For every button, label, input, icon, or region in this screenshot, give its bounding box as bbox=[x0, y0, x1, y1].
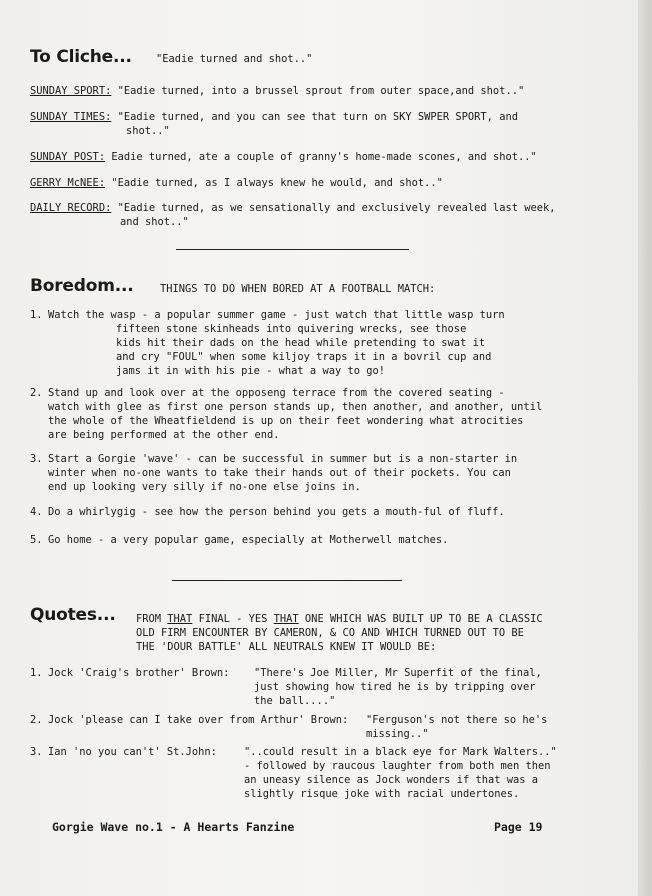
item-number: 3. bbox=[30, 453, 43, 465]
quote-number: 1. bbox=[30, 667, 43, 679]
divider-1 bbox=[176, 249, 409, 250]
quote-line: just showing how tired he is by tripping over bbox=[254, 681, 536, 693]
cliche-text-cont: shot.." bbox=[126, 125, 170, 137]
quote-number: 2. bbox=[30, 714, 43, 726]
item-line: kids hit their dads on the head while pretending to swat it bbox=[116, 337, 486, 349]
item-line: end up looking very silly if no-one else joins in. bbox=[48, 481, 361, 493]
cliche-intro: "Eadie turned and shot.." bbox=[156, 53, 313, 65]
boredom-intro: THINGS TO DO WHEN BORED AT A FOOTBALL MATCH: bbox=[160, 283, 436, 295]
cliche-source: SUNDAY TIMES: bbox=[30, 111, 112, 123]
page-edge bbox=[638, 0, 652, 896]
quote-line: slightly risque joke with racial undertones. bbox=[244, 788, 520, 800]
quote-line: "..could result in a black eye for Mark Walters.." bbox=[244, 746, 557, 758]
quotes-heading: Quotes... bbox=[30, 605, 116, 625]
page-number: Page 19 bbox=[494, 820, 543, 834]
quote-line: the ball...." bbox=[254, 695, 336, 707]
item-line: are being performed at the other end. bbox=[48, 429, 280, 441]
item-number: 1. bbox=[30, 309, 43, 321]
item-line: jams it in with his pie - what a way to go! bbox=[116, 365, 385, 377]
item-line: fifteen stone skinheads into quivering wrecks, see those bbox=[116, 323, 467, 335]
item-number: 5. bbox=[30, 534, 43, 546]
item-line: and cry "FOUL" when some kiljoy traps it in a bovril cup and bbox=[116, 351, 492, 363]
divider-2 bbox=[172, 580, 402, 581]
item-number: 4. bbox=[30, 506, 43, 518]
cliche-entry bbox=[30, 201, 610, 215]
cliche-entry bbox=[30, 84, 610, 98]
boredom-heading: Boredom... bbox=[30, 276, 134, 296]
cliche-text-cont: and shot.." bbox=[120, 216, 189, 228]
cliche-text: "Eadie turned, into a brussel sprout from outer space,and shot.." bbox=[117, 85, 525, 97]
quote-number: 3. bbox=[30, 746, 43, 758]
item-line: Start a Gorgie 'wave' - can be successful in summer but is a non-starter in bbox=[48, 453, 518, 465]
item-line: Do a whirlygig - see how the person behind you gets a mouth-ful of fluff. bbox=[48, 506, 505, 518]
item-line: Watch the wasp - a popular summer game - just watch that little wasp turn bbox=[48, 309, 505, 321]
item-number: 2. bbox=[30, 387, 43, 399]
quote-speaker: Ian 'no you can't' St.John: bbox=[48, 746, 217, 758]
quote-line: an uneasy silence as Jock wonders if that was a bbox=[244, 774, 539, 786]
cliche-source: SUNDAY POST: bbox=[30, 151, 106, 163]
quote-line: missing.." bbox=[366, 728, 429, 740]
item-line: winter when no-one wants to take their hands out of their pockets. You can bbox=[48, 467, 511, 479]
cliche-source: GERRY McNEE: bbox=[30, 177, 106, 189]
item-line: Go home - a very popular game, especially at Motherwell matches. bbox=[48, 534, 449, 546]
cliche-text: "Eadie turned, and you can see that turn on SKY SWPER SPORT, and bbox=[117, 111, 518, 123]
cliche-text: "Eadie turned, as we sensationally and exclusively revealed last week, bbox=[117, 202, 556, 214]
item-line: the whole of the Wheatfieldend is up on their feet wondering what atrocities bbox=[48, 415, 524, 427]
quote-speaker: Jock 'please can I take over from Arthur' Brown: bbox=[48, 714, 349, 726]
cliche-text: "Eadie turned, as I always knew he would, and shot.." bbox=[111, 177, 443, 189]
item-line: Stand up and look over at the opposeng terrace from the covered seating - bbox=[48, 387, 505, 399]
quotes-intro-line2: OLD FIRM ENCOUNTER BY CAMERON, & CO AND WHICH TURNED OUT TO BE bbox=[136, 627, 524, 639]
quotes-intro-line3: THE 'DOUR BATTLE' ALL NEUTRALS KNEW IT WOULD BE: bbox=[136, 641, 437, 653]
cliche-entry bbox=[30, 176, 610, 190]
cliche-source: DAILY RECORD: bbox=[30, 202, 112, 214]
quote-line: "Ferguson's not there so he's bbox=[366, 714, 548, 726]
quote-speaker: Jock 'Craig's brother' Brown: bbox=[48, 667, 230, 679]
cliche-entry bbox=[30, 150, 610, 164]
item-line: watch with glee as first one person stands up, then another, and another, until bbox=[48, 401, 543, 413]
quote-line: "There's Joe Miller, Mr Superfit of the final, bbox=[254, 667, 542, 679]
cliche-source: SUNDAY SPORT: bbox=[30, 85, 112, 97]
cliche-text: Eadie turned, ate a couple of granny's home-made scones, and shot.." bbox=[111, 151, 537, 163]
footer-title: Gorgie Wave no.1 - A Hearts Fanzine bbox=[52, 820, 295, 834]
quotes-intro-line1: FROM THAT FINAL - YES THAT ONE WHICH WAS BUILT UP TO BE A CLASSIC bbox=[136, 613, 543, 625]
cliche-heading: To Cliche... bbox=[30, 47, 132, 67]
quote-line: - followed by raucous laughter from both men then bbox=[244, 760, 551, 772]
cliche-entry bbox=[30, 110, 610, 124]
